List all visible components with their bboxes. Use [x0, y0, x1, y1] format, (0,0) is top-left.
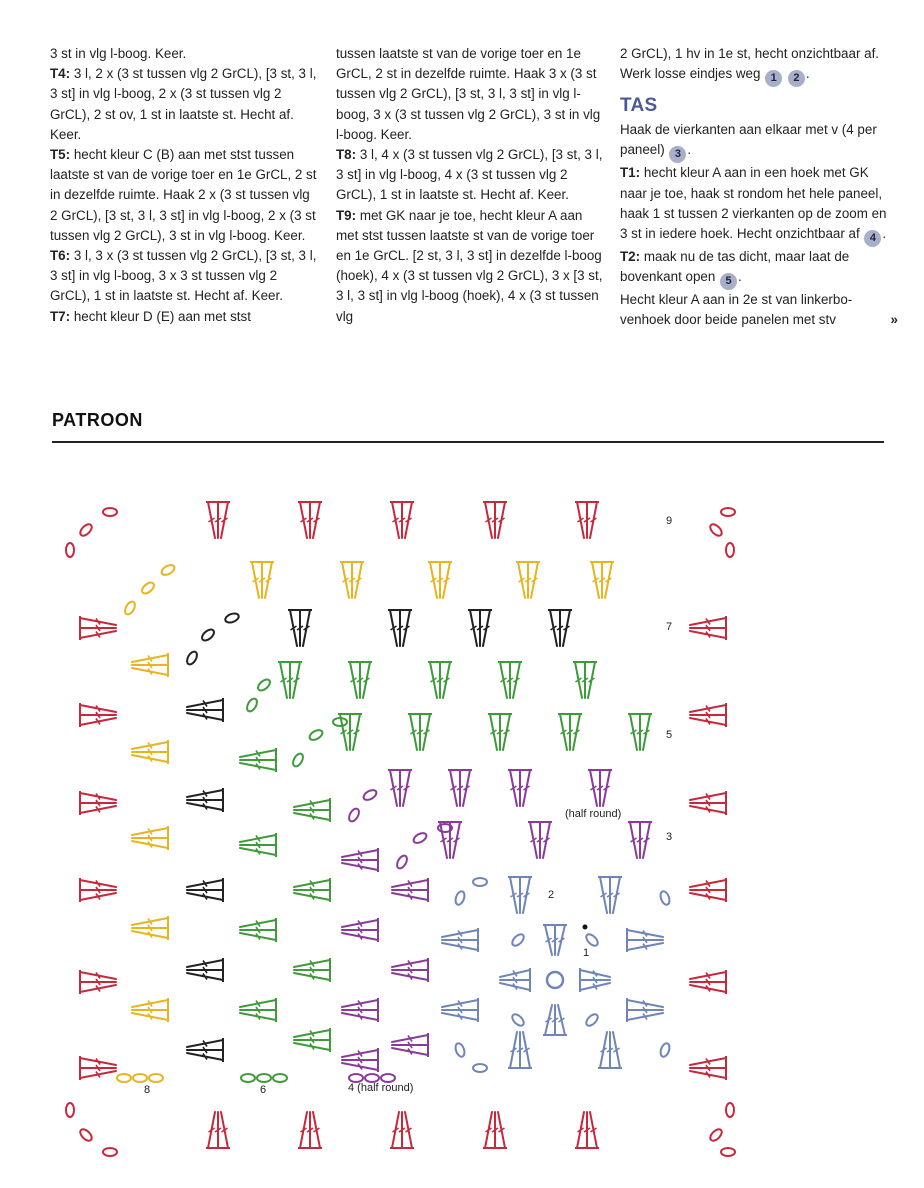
instruction-t5: T5: hecht kleur C (B) aan met stst tussen laatste st van de vorige toer en 1e GrCL, 2 st in dezelfde ruimte. Haak 2 x (3 st tussen vlg 2 GrCL), [3 st, 3 l, 3 st] in vlg l-boog, 2 x (3 st tussen vlg 2 GrCL), 3 st in vlg l-boog. Keer.: [50, 147, 317, 243]
chain-mark: [185, 650, 199, 666]
round-label-8: 8: [144, 1084, 151, 1096]
patroon-title: PATROON: [52, 410, 143, 430]
instruction-line: 3 st in vlg l-boog. Keer.: [50, 46, 187, 61]
chain-mark: [200, 627, 216, 642]
chain-mark: [256, 677, 272, 692]
step-badge: 1: [765, 70, 782, 87]
chain-mark: [454, 890, 466, 906]
chain-mark: [381, 1074, 395, 1082]
text-column-3: [620, 44, 898, 331]
chain-mark: [78, 522, 94, 538]
chain-mark: [103, 1148, 117, 1156]
chain-mark: [584, 1012, 600, 1028]
chain-mark: [66, 543, 74, 557]
chain-mark: [721, 508, 735, 516]
round-label-6: 6: [260, 1084, 267, 1096]
divider: [52, 441, 884, 443]
chain-mark: [273, 1074, 287, 1082]
chain-mark: [721, 1148, 735, 1156]
chain-mark: [133, 1074, 147, 1082]
chain-mark: [160, 563, 176, 577]
chain-mark: [708, 1127, 724, 1143]
chain-mark: [349, 1074, 363, 1082]
instruction-line: 2 GrCL), 1 hv in 1e st, hecht onzichtbaar af. Werk losse eindjes weg 1 2 .: [620, 44, 890, 87]
section-title-tas: TAS: [620, 95, 658, 117]
chain-mark: [584, 932, 600, 948]
round-label-1: 1: [583, 947, 590, 959]
chain-mark: [347, 807, 361, 823]
chain-mark: [66, 1103, 74, 1117]
tas-t2: T2: maak nu de tas dicht, maar laat de bovenkant open 5 .: [620, 247, 890, 290]
chain-mark: [117, 1074, 131, 1082]
tas-continue: Hecht kleur A aan in 2e st van linkerbo-venhoek door beide panelen met stv »: [620, 290, 890, 330]
round-label-9: 9: [666, 515, 673, 527]
chain-mark: [395, 854, 409, 870]
step-badge: 3: [669, 146, 686, 163]
magic-ring-mark: [547, 972, 563, 988]
chain-mark: [149, 1074, 163, 1082]
chain-mark: [140, 580, 156, 595]
start-dot-mark: [583, 925, 588, 930]
crochet-chart: [40, 470, 760, 1170]
round-label-2: 2: [548, 889, 555, 901]
step-badge: 2: [788, 70, 805, 87]
chain-mark: [659, 1042, 671, 1058]
instruction-line: tussen laatste st van de vorige toer en 1e GrCL, 2 st in dezelfde ruimte. Haak 3 x (3 st tussen vlg 2 GrCL), [3 st, 3 l, 3 st] in vlg l-boog, 3 x (3 st tussen vlg 2 GrCL), 3 st in vlg l-boog. Keer.: [336, 46, 601, 142]
continue-arrow-icon: »: [890, 312, 898, 328]
chain-mark: [726, 1103, 734, 1117]
chain-mark: [257, 1074, 271, 1082]
chain-mark: [241, 1074, 255, 1082]
chain-mark: [412, 831, 428, 845]
instruction-t7: T7: hecht kleur D (E) aan met stst: [50, 308, 251, 324]
chart-marks: [66, 502, 735, 1156]
round-label-7: 7: [666, 621, 673, 633]
instruction-t4: T4: 3 l, 2 x (3 st tussen vlg 2 GrCL), [3 st, 3 l, 3 st] in vlg l-boog, 2 x (3 st tussen vlg 2 GrCL), 2 st ov, 1 st in laatste st. Hecht af. Keer.: [50, 66, 317, 142]
chain-mark: [308, 728, 324, 742]
tas-intro: Haak de vierkanten aan elkaar met v (4 per paneel) 3 .: [620, 120, 890, 163]
instruction-t6: T6: 3 l, 3 x (3 st tussen vlg 2 GrCL), [3 st, 3 l, 3 st] in vlg l-boog, 3 x 3 st tussen vlg 2 GrCL), 1 st in laatste st. Hecht af. Keer.: [50, 248, 317, 304]
step-badge: 5: [720, 273, 737, 290]
instruction-t9: T9: met GK naar je toe, hecht kleur A aan met stst tussen laatste st van de vorige toer en 1e GrCL. [2 st, 3 l, 3 st] in dezelfde l-boog (hoek), 4 x (3 st tussen vlg 2 GrCL), 3 x [3 st, 3 l, 3 st] in vlg l-boog (hoek), 4 x (3 st tussen vlg: [336, 207, 603, 324]
instruction-t8: T8: 3 l, 4 x (3 st tussen vlg 2 GrCL), [3 st, 3 l, 3 st] in vlg l-boog, 4 x (3 st tussen vlg 2 GrCL), 1 st in laatste st. Hecht af. Keer.: [336, 147, 603, 203]
round-label-4: 4 (half round): [348, 1082, 414, 1094]
tas-t1: T1: hecht kleur A aan in een hoek met GK naar je toe, haak st rondom het hele paneel, haak 1 st tussen 2 vierkanten op de zoom en 3 st in iedere hoek. Hecht onzichtbaar af 4 .: [620, 163, 890, 247]
chain-mark: [103, 508, 117, 516]
chain-mark: [659, 890, 671, 906]
chain-mark: [473, 1064, 487, 1072]
chain-mark: [291, 752, 305, 768]
text-column-1: [50, 44, 320, 327]
chain-mark: [454, 1042, 466, 1058]
chain-mark: [726, 543, 734, 557]
chain-mark: [510, 1012, 526, 1028]
chain-mark: [78, 1127, 94, 1143]
chain-mark: [245, 697, 259, 713]
chain-mark: [362, 788, 378, 802]
step-badge: 4: [864, 230, 881, 247]
round-label-3: 3: [666, 831, 673, 843]
half-round-label: (half round): [565, 808, 622, 820]
text-column-2: [336, 44, 608, 327]
chain-mark: [365, 1074, 379, 1082]
round-label-5: 5: [666, 729, 673, 741]
chain-mark: [224, 612, 240, 624]
chain-mark: [473, 878, 487, 886]
chain-mark: [708, 522, 724, 538]
chain-mark: [510, 932, 526, 948]
chain-mark: [123, 600, 137, 616]
